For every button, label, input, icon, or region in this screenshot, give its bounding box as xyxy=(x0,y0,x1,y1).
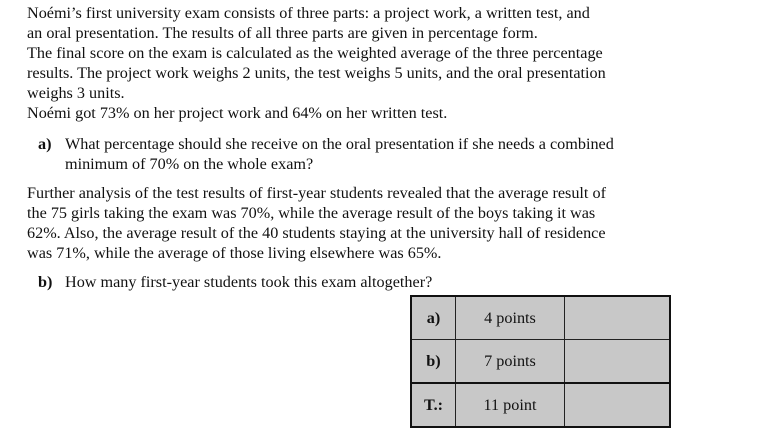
score-entry-cell[interactable] xyxy=(565,340,671,384)
score-row xyxy=(411,296,670,340)
score-total-points: 11 point xyxy=(456,383,565,427)
score-row-points: 7 points xyxy=(456,340,565,384)
analysis-line: Further analysis of the test results of first-year students revealed that the average result of xyxy=(27,184,606,202)
score-entry-cell[interactable] xyxy=(565,296,671,340)
intro-line: weighs 3 units. xyxy=(27,84,125,102)
score-total-label: T.: xyxy=(411,383,456,427)
score-total-row xyxy=(411,383,670,427)
question-b-text: How many first-year students took this exam altogether? xyxy=(65,273,433,291)
score-table xyxy=(410,295,671,428)
intro-line: The final score on the exam is calculated as the weighted average of the three percentage xyxy=(27,44,603,62)
analysis-line: 62%. Also, the average result of the 40 students staying at the university hall of residence xyxy=(27,224,606,242)
question-b xyxy=(38,272,678,292)
analysis-line: the 75 girls taking the exam was 70%, while the average result of the boys taking it was xyxy=(27,204,596,222)
score-row xyxy=(411,340,670,384)
intro-line: Noémi’s first university exam consists of three parts: a project work, a written test, and xyxy=(27,4,590,22)
intro-line: Noémi got 73% on her project work and 64% on her written test. xyxy=(27,104,448,122)
intro-line: results. The project work weighs 2 units, the test weighs 5 units, and the oral presentation xyxy=(27,64,606,82)
question-a-label: a) xyxy=(38,135,52,153)
analysis-line: was 71%, while the average of those living elsewhere was 65%. xyxy=(27,244,442,262)
score-row-points: 4 points xyxy=(456,296,565,340)
question-a xyxy=(38,134,678,174)
score-total-entry-cell[interactable] xyxy=(565,383,671,427)
analysis-paragraph xyxy=(27,183,677,263)
intro-line: an oral presentation. The results of all three parts are given in percentage form. xyxy=(27,24,538,42)
score-row-label: a) xyxy=(411,296,456,340)
question-a-line: minimum of 70% on the whole exam? xyxy=(65,155,314,173)
question-a-line: What percentage should she receive on the oral presentation if she needs a combined xyxy=(65,135,614,153)
question-b-label: b) xyxy=(38,273,53,291)
score-row-label: b) xyxy=(411,340,456,384)
intro-paragraph xyxy=(27,3,677,123)
